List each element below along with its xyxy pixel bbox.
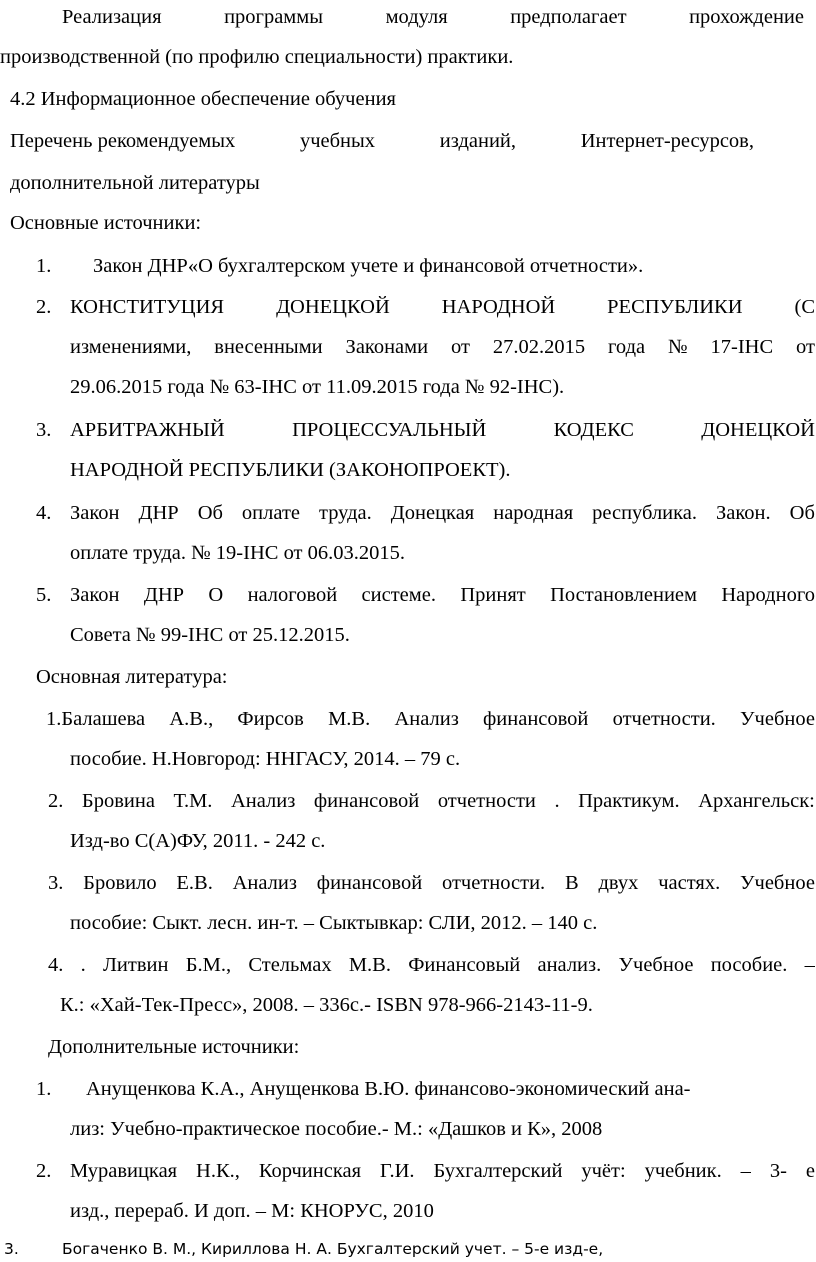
word: Об [197, 502, 223, 524]
word: АРБИТРАЖНЫЙ [70, 419, 225, 441]
word: Архангельск: [698, 790, 815, 812]
main-source-5-number: 5. [36, 584, 52, 606]
word: – [740, 1160, 751, 1182]
word: Анализ [394, 708, 459, 730]
literature-2-line-2: Изд-во С(А)ФУ, 2011. - 242 с. [70, 830, 326, 852]
main-source-2-line-1 [70, 294, 815, 320]
word: 1.Балашева [46, 708, 146, 730]
word: – [804, 954, 815, 976]
word: Бровило [83, 872, 157, 894]
word: частях. [658, 872, 721, 894]
additional-sources-title: Дополнительные источники: [48, 1036, 300, 1058]
section-subheading-line-2: дополнительной литературы [10, 172, 260, 194]
main-source-1-text: Закон ДНР«О бухгалтерском учете и финансовой отчетности». [93, 255, 644, 277]
word: года [608, 336, 646, 358]
main-source-4-line-1 [70, 500, 815, 526]
word: Учебное [618, 954, 694, 976]
main-source-4-number: 4. [36, 502, 52, 524]
literature-4-line-1 [48, 952, 815, 978]
intro-line-1 [62, 4, 804, 30]
word: Муравицкая [70, 1160, 178, 1182]
word: Бровина [81, 790, 155, 812]
additional-source-2-line-2: изд., перераб. И доп. – М: КНОРУС, 2010 [70, 1200, 434, 1222]
word: народная [493, 502, 574, 524]
word: программы [224, 6, 324, 28]
word: налоговой [247, 584, 338, 606]
word: внесенными [214, 336, 323, 358]
word: учебник. [644, 1160, 722, 1182]
word: 2. [48, 790, 64, 812]
main-source-2-line-2 [70, 334, 815, 360]
word: системе. [361, 584, 436, 606]
literature-1-line-2: пособие. Н.Новгород: ННГАСУ, 2014. – 79 с. [70, 748, 461, 770]
word: ДОНЕЦКОЙ [701, 419, 815, 441]
literature-4-line-2: К.: «Хай-Тек-Пресс», 2008. – 336с.- ISBN 978-966-2143-11-9. [60, 994, 593, 1016]
word: финансовой [313, 790, 420, 812]
word: М.В. [348, 954, 391, 976]
main-source-4-line-2: оплате труда. № 19-IНС от 06.03.2015. [70, 542, 406, 564]
main-source-2-number: 2. [36, 296, 52, 318]
word: ДНР [143, 584, 185, 606]
word: Закон [70, 584, 120, 606]
main-source-3-number: 3. [36, 419, 52, 441]
word: 17-IНС [710, 336, 774, 358]
word: финансовой [483, 708, 589, 730]
word: Учебное [740, 872, 815, 894]
word: учебных [299, 130, 376, 152]
word: двух [598, 872, 639, 894]
word: прохождение [689, 6, 804, 28]
word: Постановлением [550, 584, 698, 606]
main-source-5-line-2: Совета № 99-IНС от 25.12.2015. [70, 624, 350, 646]
word: республика. [592, 502, 698, 524]
word: В [564, 872, 579, 894]
word: 27.02.2015 [492, 336, 586, 358]
main-source-5-line-1 [70, 582, 815, 608]
word: Стельмах [248, 954, 332, 976]
word: 3- [769, 1160, 787, 1182]
main-source-3-line-2: НАРОДНОЙ РЕСПУБЛИКИ (ЗАКОНОПРОЕКТ). [70, 459, 511, 481]
main-source-3-line-1 [70, 417, 815, 443]
word: Закон. [716, 502, 771, 524]
word: РЕСПУБЛИКИ [607, 296, 743, 318]
main-source-2-line-3: 29.06.2015 года № 63-IНС от 11.09.2015 года № 92-IНС). [70, 376, 565, 398]
word: ДОНЕЦКОЙ [276, 296, 390, 318]
word: от [796, 336, 815, 358]
word: Корчинская [258, 1160, 361, 1182]
word: Литвин [103, 954, 169, 976]
main-literature-title: Основная литература: [36, 666, 228, 688]
word: Бухгалтерский [433, 1160, 563, 1182]
word: ДНР [138, 502, 179, 524]
word: Учебное [740, 708, 815, 730]
section-subheading-line-1 [10, 128, 754, 154]
word: НАРОДНОЙ [441, 296, 556, 318]
word: е [805, 1160, 815, 1182]
additional-source-2-number: 2. [36, 1160, 52, 1182]
word: Законами [345, 336, 429, 358]
word: Фирсов [237, 708, 304, 730]
word: отчетности. [612, 708, 716, 730]
literature-1-line-1 [46, 706, 815, 732]
word: пособие. [710, 954, 788, 976]
main-sources-title: Основные источники: [10, 212, 202, 234]
word: Анализ [230, 790, 296, 812]
literature-3-line-2: пособие: Сыкт. лесн. ин-т. – Сыктывкар: СЛИ, 2012. – 140 с. [70, 912, 598, 934]
literature-3-line-1 [48, 870, 815, 896]
word: Народного [721, 584, 815, 606]
word: Об [789, 502, 815, 524]
word: изданий, [439, 130, 517, 152]
word: от [451, 336, 470, 358]
word: Б.М., [185, 954, 232, 976]
word: Е.В. [176, 872, 213, 894]
word: Интернет-ресурсов, [580, 130, 754, 152]
main-source-1-number: 1. [36, 255, 52, 277]
word: № [668, 336, 688, 358]
word: Реализация [62, 6, 162, 28]
word: О [208, 584, 224, 606]
word: Перечень рекомендуемых [10, 130, 236, 152]
word: 3. [48, 872, 64, 894]
word: А.В., [169, 708, 214, 730]
section-heading: 4.2 Информационное обеспечение обучения [10, 88, 396, 110]
word: отчетности [437, 790, 536, 812]
word: труда. [318, 502, 372, 524]
word: Н.К., [196, 1160, 240, 1182]
additional-source-1-line-1: Анущенкова К.А., Анущенкова В.Ю. финансово-экономический ана- [86, 1078, 691, 1100]
word: анализ. [537, 954, 602, 976]
word: . [554, 790, 560, 812]
word: (С [794, 296, 815, 318]
additional-source-1-number: 1. [36, 1078, 52, 1100]
additional-source-3-line-1: Богаченко В. М., Кириллова Н. А. Бухгалтерский учет. – 5-е изд-е, [62, 1240, 604, 1258]
word: Донецкая [390, 502, 475, 524]
word: Г.И. [379, 1160, 415, 1182]
word: предполагает [510, 6, 627, 28]
word: изменениями, [70, 336, 192, 358]
additional-source-2-line-1 [70, 1158, 815, 1184]
intro-line-2: производственной (по профилю специальности) практики. [0, 46, 514, 68]
word: Т.М. [173, 790, 213, 812]
word: финансовой [316, 872, 423, 894]
literature-2-line-1 [48, 788, 815, 814]
additional-source-3-number: 3. [4, 1240, 19, 1258]
word: ПРОЦЕССУАЛЬНЫЙ [292, 419, 487, 441]
word: Принят [460, 584, 526, 606]
word: 4. [48, 954, 64, 976]
word: Анализ [232, 872, 297, 894]
word: КОНСТИТУЦИЯ [70, 296, 225, 318]
word: учёт: [581, 1160, 626, 1182]
word: Практикум. [578, 790, 680, 812]
word: отчетности. [441, 872, 546, 894]
word: КОДЕКС [553, 419, 634, 441]
word: Финансовый [408, 954, 521, 976]
word: . [80, 954, 86, 976]
word: Закон [70, 502, 120, 524]
word: модуля [385, 6, 448, 28]
additional-source-1-line-2: лиз: Учебно-практическое пособие.- М.: «Дашков и К», 2008 [70, 1118, 603, 1140]
word: М.В. [328, 708, 371, 730]
word: оплате [241, 502, 300, 524]
